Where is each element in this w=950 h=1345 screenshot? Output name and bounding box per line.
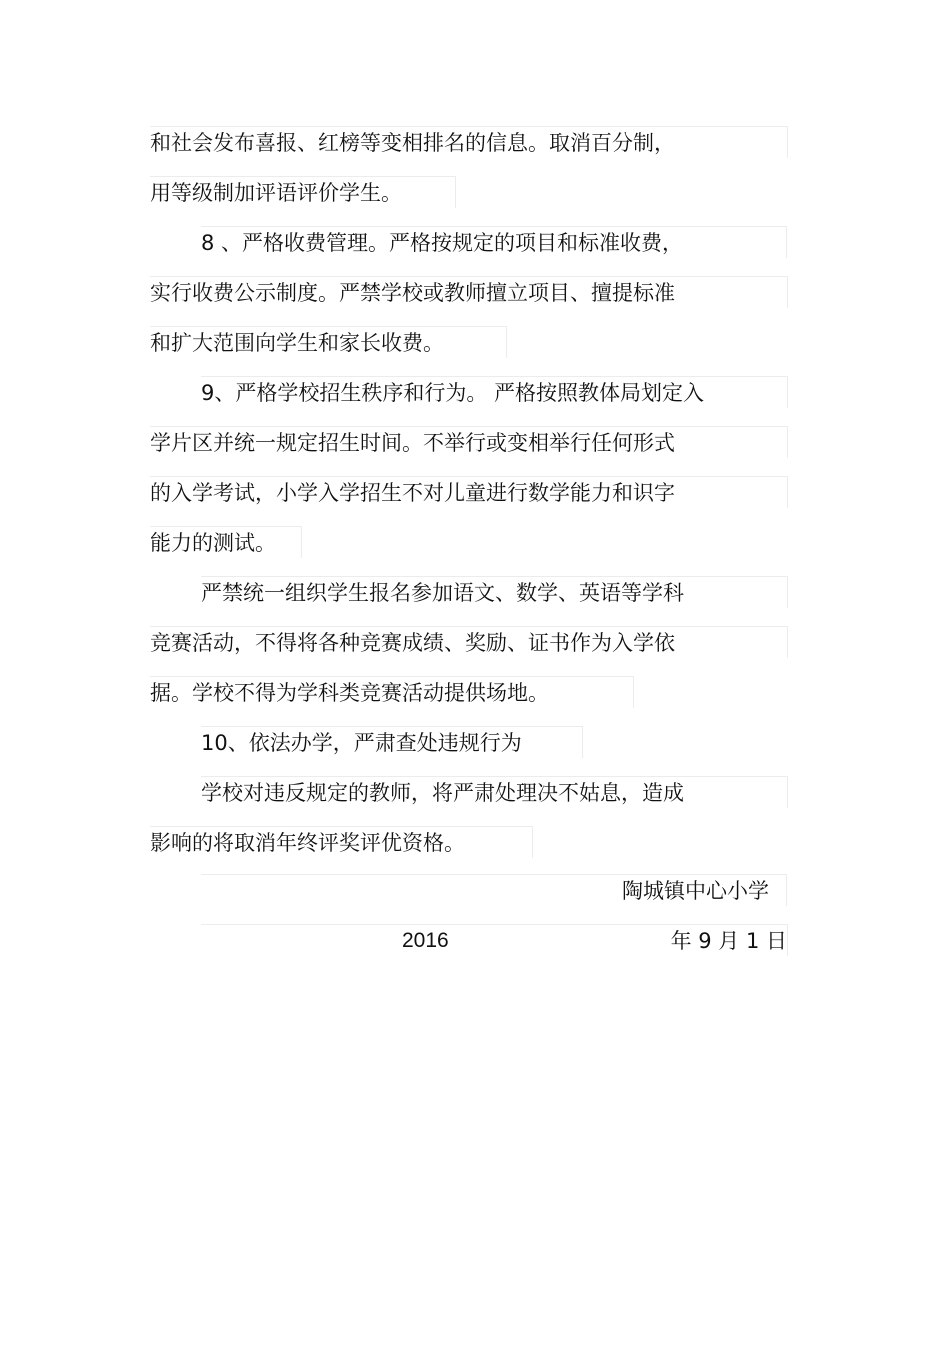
text-line-8: 的入学考试，小学入学招生不对儿童进行数学能力和识字 — [150, 476, 788, 508]
text-line-2: 用等级制加评语评价学生。 — [150, 176, 456, 208]
text-line-7: 学片区并统一规定招生时间。不举行或变相举行任何形式 — [150, 426, 788, 458]
signature-date-rest: 年 9 月 1 日 — [670, 929, 787, 953]
text-line-13: 10、依法办学，严肃查处违规行为 — [201, 726, 583, 758]
signature-org — [201, 874, 787, 906]
text-line-6: 9、严格学校招生秩序和行为。 严格按照教体局划定入 — [201, 376, 788, 408]
text-line-15: 影响的将取消年终评奖评优资格。 — [150, 826, 533, 858]
text-line-5: 和扩大范围向学生和家长收费。 — [150, 326, 507, 358]
text-line-4: 实行收费公示制度。严禁学校或教师擅立项目、擅提标准 — [150, 276, 788, 308]
text-line-3: 8 、严格收费管理。严格按规定的项目和标准收费， — [201, 226, 787, 258]
signature-date — [201, 924, 788, 956]
signature-year: 2016 — [402, 929, 449, 952]
text-line-11: 竞赛活动，不得将各种竞赛成绩、奖励、证书作为入学依 — [150, 626, 788, 658]
text-line-1: 和社会发布喜报、红榜等变相排名的信息。取消百分制， — [150, 126, 788, 158]
text-line-9: 能力的测试。 — [150, 526, 302, 558]
text-line-10: 严禁统一组织学生报名参加语文、数学、英语等学科 — [201, 576, 788, 608]
signature-org-text: 陶城镇中心小学 — [622, 879, 769, 903]
text-line-14: 学校对违反规定的教师，将严肃处理决不姑息，造成 — [201, 776, 788, 808]
text-line-12: 据。学校不得为学科类竞赛活动提供场地。 — [150, 676, 634, 708]
